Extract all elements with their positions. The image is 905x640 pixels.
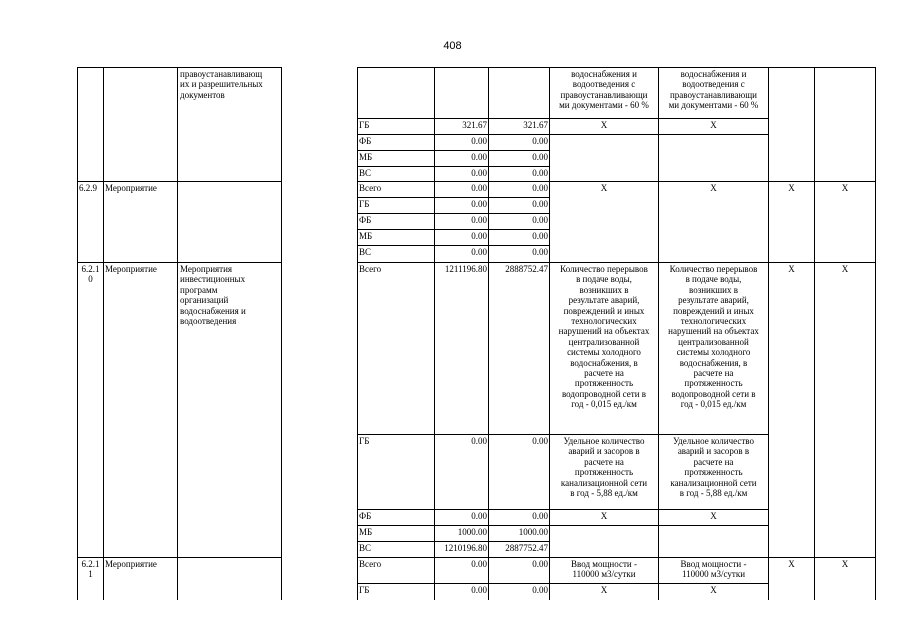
source-label: ГБ: [359, 199, 370, 209]
amount-value: 1000.00: [518, 527, 548, 537]
amount-value: 0.00: [532, 231, 548, 241]
source-label: ВС: [359, 543, 372, 553]
indicator-x: X: [600, 585, 608, 595]
indicator-interruptions-2: Количество перерывов в подаче воды, возникших в результате аварий, повреждений и иных технологических нарушений на объектах централизованной системы холодного водоснабжения, в расчете на протяженность водопроводной сети в год - 0,015 ед./км: [668, 264, 759, 410]
amount-value: 0.00: [532, 585, 548, 595]
indicator-x: X: [788, 559, 795, 569]
amount-value: 0.00: [471, 168, 487, 178]
indicator-x: X: [788, 183, 795, 193]
item-desc-6-2-10: Мероприятия инвестиционных программ организаций водоснабжения и водоотведения: [180, 264, 246, 327]
amount-value: 0.00: [532, 247, 548, 257]
amount-value: 0.00: [471, 231, 487, 241]
indicator-x: X: [710, 183, 717, 193]
amount-value: 0.00: [532, 152, 548, 162]
indicator-capacity-1: Ввод мощности - 110000 м3/сутки: [571, 559, 637, 580]
indicator-x: X: [788, 264, 795, 274]
item-number-6-2-11: 6.2.1 1: [81, 559, 100, 580]
indicator-accidents-1: Удельное количество аварий и засоров в расчете на протяженность канализационной сети в год - 5,88 ед./км: [560, 436, 648, 499]
amount-value: 0.00: [471, 136, 487, 146]
amount-value: 2887752.47: [505, 543, 548, 553]
amount-value: 0.00: [532, 199, 548, 209]
amount-value: 0.00: [471, 183, 487, 193]
amount-value: 0.00: [471, 559, 487, 569]
amount-value: 0.00: [471, 215, 487, 225]
amount-value: 0.00: [471, 511, 487, 521]
indicator-x: X: [841, 559, 849, 569]
top-desc-text: правоустанавливающ их и разрешительных документов: [180, 69, 263, 100]
item-number-6-2-9: 6.2.9: [79, 183, 97, 193]
indicator-x: X: [600, 183, 608, 193]
amount-value: 321.67: [462, 120, 487, 130]
amount-value: 0.00: [532, 183, 548, 193]
source-label: ФБ: [359, 215, 372, 225]
amount-value: 0.00: [471, 436, 487, 446]
amount-value: 0.00: [532, 559, 548, 569]
item-type-6-2-10: Мероприятие: [105, 264, 157, 274]
indicator-x: X: [600, 511, 608, 521]
indicator-top-1: водоснабжения и водоотведения с правоустанавливающи ми документами - 60 %: [559, 69, 649, 111]
source-label: Всего: [359, 183, 382, 193]
amount-value: 1000.00: [457, 527, 487, 537]
source-label: МБ: [359, 231, 373, 241]
page-number: 408: [443, 40, 462, 52]
source-label: МБ: [359, 527, 373, 537]
source-label: ВС: [359, 168, 372, 178]
source-label: МБ: [359, 152, 373, 162]
source-label: ФБ: [359, 136, 372, 146]
indicator-x: X: [600, 120, 608, 130]
item-type-6-2-9: Мероприятие: [105, 183, 157, 193]
amount-value: 0.00: [532, 436, 548, 446]
item-number-6-2-10: 6.2.1 0: [81, 264, 100, 285]
indicator-capacity-2: Ввод мощности - 110000 м3/сутки: [680, 559, 747, 580]
source-label: Всего: [359, 559, 382, 569]
item-type-6-2-11: Мероприятие: [105, 559, 157, 569]
amount-value: 0.00: [471, 152, 487, 162]
amount-value: 0.00: [532, 168, 548, 178]
indicator-interruptions-1: Количество перерывов в подаче воды, возникших в результате аварий, повреждений и иных технологических нарушений на объектах централизованной системы холодного водоснабжения, в расчете на протяженность водопроводной сети в год - 0,015 ед./км: [558, 264, 650, 410]
indicator-accidents-2: Удельное количество аварий и засоров в расчете на протяженность канализационной сети в год - 5,88 ед./км: [670, 436, 757, 499]
source-label: Всего: [359, 264, 382, 274]
indicator-x: X: [710, 585, 717, 595]
indicator-x: X: [710, 120, 717, 130]
indicator-x: X: [710, 511, 717, 521]
amount-value: 0.00: [471, 585, 487, 595]
indicator-x: X: [841, 264, 849, 274]
indicator-top-2: водоснабжения и водоотведения с правоустанавливающи ми документами - 60 %: [668, 69, 759, 111]
amount-value: 0.00: [471, 247, 487, 257]
amount-value: 2888752.47: [505, 264, 548, 274]
source-label: ФБ: [359, 511, 372, 521]
amount-value: 0.00: [471, 199, 487, 209]
amount-value: 0.00: [532, 136, 548, 146]
amount-value: 1211196.80: [444, 264, 487, 274]
source-label: ГБ: [359, 120, 370, 130]
source-label: ВС: [359, 247, 372, 257]
source-label: ГБ: [359, 585, 370, 595]
amount-value: 321.67: [523, 120, 548, 130]
amount-value: 0.00: [532, 215, 548, 225]
indicator-x: X: [841, 183, 849, 193]
source-label: ГБ: [359, 436, 370, 446]
amount-value: 1210196.80: [444, 543, 487, 553]
amount-value: 0.00: [532, 511, 548, 521]
